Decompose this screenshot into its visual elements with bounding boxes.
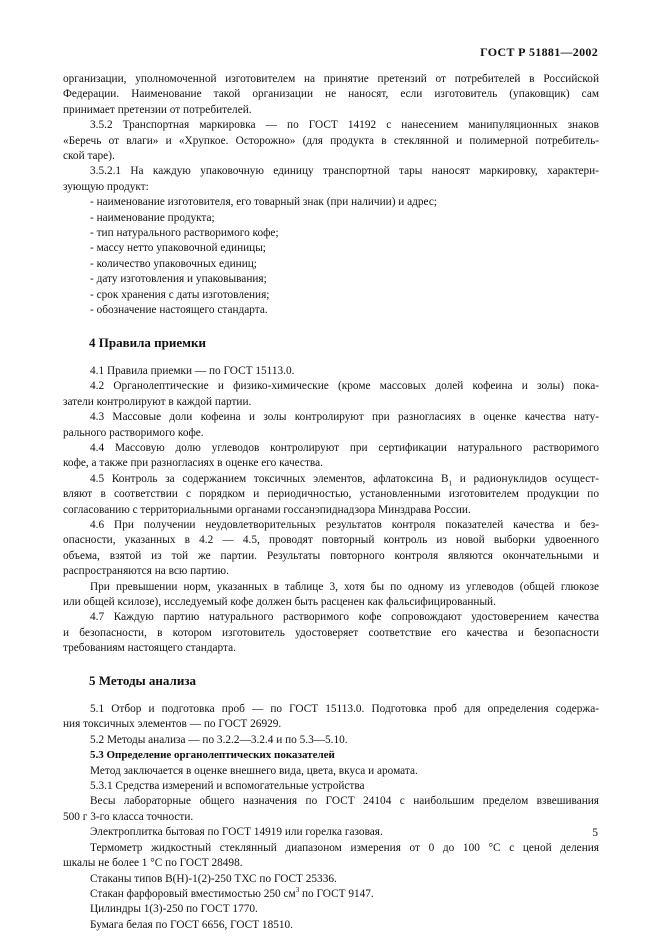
clause-4-7: 4.7 Каждую партию натурального растворимого кофе сопровождают удостоверением качества: [90, 611, 599, 624]
list-item: - тип натурального растворимого кофе;: [90, 227, 279, 240]
clause-5-3-heading: 5.3 Определение органолептических показателей: [90, 749, 335, 762]
clause-5-1: 5.1 Отбор и подготовка проб — по ГОСТ 15113.0. Подготовка проб для определения содержа-: [90, 703, 599, 716]
page-number: 5: [592, 827, 598, 839]
document-header: ГОСТ Р 51881—2002: [480, 45, 598, 59]
list-item: - наименование продукта;: [90, 211, 215, 224]
clause-4-2: 4.2 Органолептические и физико-химические (кроме массовых долей кофеина и золы) пока-: [90, 380, 599, 393]
list-item: - наименование изготовителя, его товарный знак (при наличии) и адрес;: [90, 196, 438, 209]
clause-4-5-line: вляют в соответствии с порядком и периодичностью, установленными изготовителем продукции по: [63, 488, 599, 501]
clause-4-3: 4.3 Массовые доли кофеина и золы контролируют при разногласиях в оценке качества нату-: [90, 411, 599, 424]
thermometer-item: Термометр жидкостный стеклянный диапазоном измерения от 0 до 100 °С с ценой деления: [90, 841, 599, 854]
clause-4-6: 4.6 При получении неудовлетворительных результатов контроля показателей качества и без-: [90, 518, 599, 531]
stove-item: Электроплитка бытовая по ГОСТ 14919 или горелка газовая.: [90, 826, 383, 839]
porcelain-item: [63, 887, 599, 902]
clause-4-2-line: затели контролируют в каждой партии.: [63, 395, 252, 408]
clause-4-4-line: кофе, а также при разногласиях в оценке его качества.: [63, 457, 323, 470]
clause-3-5-2-1-line: зующую продукт:: [63, 180, 149, 193]
subscript: 1: [448, 479, 452, 487]
porcelain-text: Стакан фарфоровый вместимостью 250 см: [90, 887, 296, 900]
norms-paragraph-line: или общей ксилозе), исследуемый кофе должен быть расценен как фальсифицированный.: [63, 596, 496, 608]
page-body: [63, 72, 599, 933]
section-4-heading: 4 Правила приемки: [89, 334, 206, 350]
list-item: - срок хранения с даты изготовления;: [90, 288, 270, 301]
clause-4-5-text: и радионуклидов осущест-: [452, 472, 600, 485]
continuation-line: Федерации. Наименование такой организации не наносят, если изготовитель (упаковщик) сам: [63, 88, 599, 101]
clause-5-3-text: Метод заключается в оценке внешнего вида, цвета, вкуса и аромата.: [90, 764, 418, 777]
list-item: - обозначение настоящего стандарта.: [90, 304, 268, 317]
clause-4-6-line: распространяются на всю партию.: [63, 565, 229, 578]
continuation-line: организации, уполномоченной изготовителем на принятие претензий от потребителей в Российской: [63, 73, 599, 85]
thermometer-item-line: шкалы не более 1 °С по ГОСТ 28498.: [63, 857, 243, 870]
cylinders-item: Цилиндры 1(3)-250 по ГОСТ 1770.: [90, 903, 258, 916]
superscript: 3: [295, 886, 300, 895]
clause-4-6-line: опасности, указанных в 4.2 — 4.5, проводят повторный контроль из новой выборки удвоенного: [63, 534, 599, 547]
clause-5-3-1: 5.3.1 Средства измерений и вспомогательные устройства: [90, 780, 365, 793]
clause-3-5-2-line: «Беречь от влаги» и «Хрупкое. Осторожно» (для продукта в стеклянной и полимерной потребитель-: [63, 134, 599, 147]
clause-3-5-2-1: 3.5.2.1 На каждую упаковочную единицу транспортной тары наносят маркировку, характери-: [90, 165, 599, 178]
glasses-item: Стаканы типов В(Н)-1(2)-250 ТХС по ГОСТ 25336.: [90, 872, 337, 885]
clause-4-1: 4.1 Правила приемки — по ГОСТ 15113.0.: [90, 364, 295, 377]
clause-4-3-line: рального растворимого кофе.: [63, 426, 204, 439]
scales-item-line: 500 г 3-го класса точности.: [63, 810, 194, 823]
clause-3-5-2-line: ской таре).: [63, 150, 115, 163]
list-item: - массу нетто упаковочной единицы;: [90, 242, 266, 255]
list-item: - дату изготовления и упаковывания;: [90, 273, 267, 286]
norms-paragraph: При превышении норм, указанных в таблице 3, хотя бы по одному из углеводов (общей глюкозе: [90, 580, 599, 593]
clause-4-5-text: 4.5 Контроль за содержанием токсичных элементов, афлатоксина B: [90, 472, 449, 485]
clause-4-7-line: требованиям настоящего стандарта.: [63, 642, 236, 655]
clause-4-7-line: и безопасности, в котором изготовитель удостоверяет соответствие его качества и безопасности: [63, 626, 599, 639]
continuation-line: принимает претензии от потребителей.: [63, 103, 252, 116]
porcelain-text: по ГОСТ 9147.: [299, 887, 374, 900]
clause-4-4: 4.4 Массовую долю углеводов контролируют при сертификации натурального растворимого: [90, 441, 599, 454]
list-item: - количество упаковочных единиц;: [90, 257, 257, 270]
clause-3-5-2: 3.5.2 Транспортная маркировка — по ГОСТ 14192 с нанесением манипуляционных знаков: [90, 119, 599, 132]
clause-4-6-line: объема, взятой из той же партии. Результаты повторного контроля являются окончательными и: [63, 549, 599, 562]
clause-5-1-line: ния токсичных элементов — по ГОСТ 26929.: [63, 718, 282, 731]
paper-item: Бумага белая по ГОСТ 6656, ГОСТ 18510.: [90, 918, 293, 931]
clause-5-2: 5.2 Методы анализа — по 3.2.2—3.2.4 и по 5.3—5.10.: [90, 733, 348, 746]
scales-item: Весы лабораторные общего назначения по ГОСТ 24104 с наибольшим пределом взвешивания: [90, 795, 599, 808]
clause-4-5: [63, 472, 599, 487]
section-5-heading: 5 Методы анализа: [89, 672, 197, 688]
clause-4-5-line: согласованию с территориальными органами госсанэпиднадзора Минздрава России.: [63, 503, 471, 516]
